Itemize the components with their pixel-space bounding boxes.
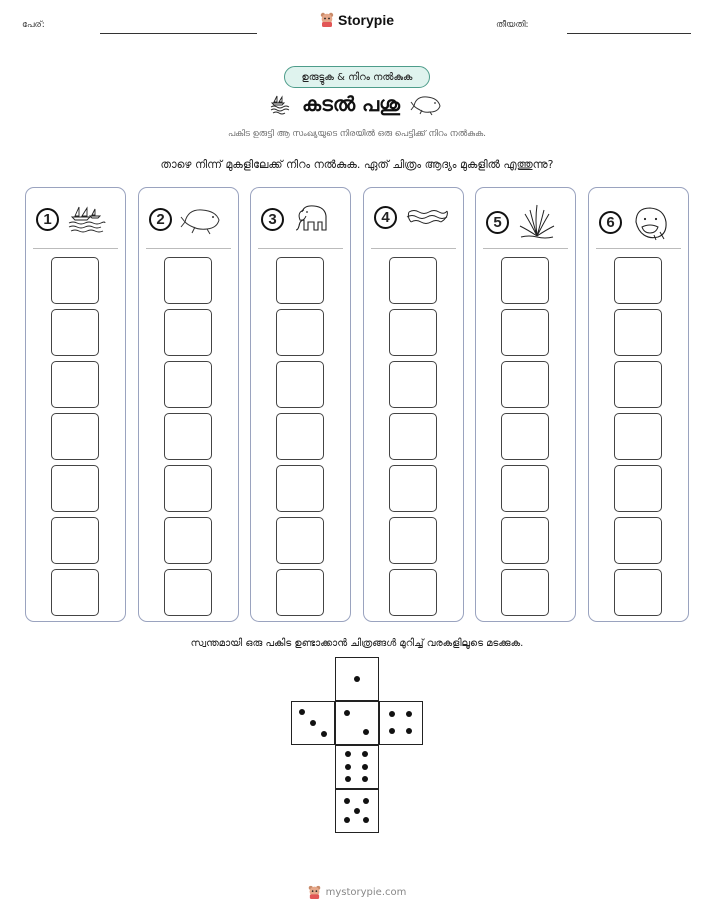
boats-on-water-icon bbox=[67, 202, 107, 236]
column-number: 6 bbox=[599, 211, 622, 234]
die-pip bbox=[354, 676, 360, 682]
die-face-3 bbox=[291, 701, 335, 745]
color-box[interactable] bbox=[389, 413, 437, 460]
color-box[interactable] bbox=[164, 361, 212, 408]
die-pip bbox=[344, 798, 350, 804]
die-pip bbox=[344, 710, 350, 716]
color-box[interactable] bbox=[614, 361, 662, 408]
color-box[interactable] bbox=[389, 309, 437, 356]
water-waves-icon bbox=[405, 202, 449, 232]
color-box[interactable] bbox=[501, 517, 549, 564]
color-box[interactable] bbox=[389, 257, 437, 304]
column-number: 5 bbox=[486, 211, 509, 234]
color-box[interactable] bbox=[389, 569, 437, 616]
die-pip bbox=[299, 709, 305, 715]
die-pip bbox=[310, 720, 316, 726]
elephant-icon bbox=[292, 202, 332, 236]
color-box[interactable] bbox=[164, 309, 212, 356]
brand bbox=[0, 12, 714, 32]
color-box[interactable] bbox=[501, 309, 549, 356]
die-face-6 bbox=[335, 745, 379, 789]
column-5 bbox=[475, 187, 576, 622]
color-box[interactable] bbox=[51, 413, 99, 460]
die-pip bbox=[389, 728, 395, 734]
column-3 bbox=[250, 187, 351, 622]
column-divider bbox=[371, 248, 456, 249]
color-box[interactable] bbox=[276, 413, 324, 460]
column-divider bbox=[33, 248, 118, 249]
column-number: 4 bbox=[374, 206, 397, 229]
color-box[interactable] bbox=[614, 257, 662, 304]
manatee-face-icon bbox=[630, 202, 670, 242]
die-pip bbox=[406, 711, 412, 717]
die-pip bbox=[362, 776, 368, 782]
dice-instruction: സ്വന്തമായി ഒരു പകിട ഉണ്ടാക്കാൻ ചിത്രങ്ങൾ മുറിച്ച് വരകളിലൂടെ മടക്കുക. bbox=[190, 638, 524, 649]
date-label: തീയതി: bbox=[496, 20, 529, 30]
color-box[interactable] bbox=[276, 517, 324, 564]
color-box[interactable] bbox=[164, 413, 212, 460]
column-divider bbox=[483, 248, 568, 249]
die-face-2 bbox=[335, 701, 379, 745]
die-pip bbox=[345, 776, 351, 782]
color-box[interactable] bbox=[164, 569, 212, 616]
storypie-logo-icon bbox=[320, 12, 334, 28]
brand-name: Storypie bbox=[337, 12, 394, 28]
color-box[interactable] bbox=[389, 517, 437, 564]
subtitle: പകിട ഉരുട്ടി ആ സംഖ്യയുടെ നിരയിൽ ഒരു പെട്ടിക്ക് നിറം നൽകുക. bbox=[228, 129, 486, 139]
footer bbox=[0, 885, 714, 900]
color-box[interactable] bbox=[276, 309, 324, 356]
storypie-logo-icon bbox=[308, 885, 321, 900]
column-number: 2 bbox=[149, 208, 172, 231]
column-4 bbox=[363, 187, 464, 622]
color-box[interactable] bbox=[501, 413, 549, 460]
color-box[interactable] bbox=[389, 465, 437, 512]
seagrass-icon bbox=[517, 202, 557, 242]
column-divider bbox=[596, 248, 681, 249]
column-divider bbox=[258, 248, 343, 249]
die-pip bbox=[389, 711, 395, 717]
manatee-icon bbox=[180, 202, 224, 236]
color-box[interactable] bbox=[614, 309, 662, 356]
page-title: കടൽ പശു bbox=[301, 92, 401, 116]
color-box[interactable] bbox=[501, 257, 549, 304]
die-pip bbox=[362, 751, 368, 757]
color-box[interactable] bbox=[51, 361, 99, 408]
color-box[interactable] bbox=[51, 569, 99, 616]
column-1 bbox=[25, 187, 126, 622]
color-box[interactable] bbox=[614, 517, 662, 564]
color-box[interactable] bbox=[614, 413, 662, 460]
color-box[interactable] bbox=[501, 569, 549, 616]
manatee-icon bbox=[410, 92, 444, 116]
date-line[interactable] bbox=[567, 33, 691, 34]
color-box[interactable] bbox=[276, 465, 324, 512]
color-box[interactable] bbox=[164, 257, 212, 304]
color-box[interactable] bbox=[614, 465, 662, 512]
die-pip bbox=[363, 729, 369, 735]
title-row bbox=[0, 92, 714, 116]
activity-type-badge: ഉരുട്ടുക & നിറം നൽകുക bbox=[284, 66, 430, 88]
color-box[interactable] bbox=[51, 257, 99, 304]
die-pip bbox=[344, 817, 350, 823]
color-box[interactable] bbox=[164, 465, 212, 512]
color-box[interactable] bbox=[389, 361, 437, 408]
die-face-4 bbox=[379, 701, 423, 745]
color-box[interactable] bbox=[614, 569, 662, 616]
color-box[interactable] bbox=[501, 361, 549, 408]
die-face-1 bbox=[335, 657, 379, 701]
instruction-text: താഴെ നിന്ന് മുകളിലേക്ക് നിറം നൽകുക. ഏത് ചിത്രം ആദ്യം മുകളിൽ എത്തുന്നു? bbox=[160, 158, 554, 171]
color-box[interactable] bbox=[51, 465, 99, 512]
die-pip bbox=[363, 817, 369, 823]
die-pip bbox=[321, 731, 327, 737]
name-line[interactable] bbox=[100, 33, 257, 34]
color-box[interactable] bbox=[276, 361, 324, 408]
column-6 bbox=[588, 187, 689, 622]
die-face-5 bbox=[335, 789, 379, 833]
column-divider bbox=[146, 248, 231, 249]
die-pip bbox=[354, 808, 360, 814]
column-number: 3 bbox=[261, 208, 284, 231]
die-pip bbox=[406, 728, 412, 734]
boats-on-water-icon bbox=[270, 93, 292, 115]
color-box[interactable] bbox=[164, 517, 212, 564]
color-box[interactable] bbox=[51, 517, 99, 564]
die-pip bbox=[345, 764, 351, 770]
color-box[interactable] bbox=[276, 257, 324, 304]
color-box[interactable] bbox=[51, 309, 99, 356]
color-box[interactable] bbox=[276, 569, 324, 616]
footer-url[interactable]: mystorypie.com bbox=[325, 887, 407, 898]
column-2 bbox=[138, 187, 239, 622]
die-pip bbox=[345, 751, 351, 757]
die-pip bbox=[362, 764, 368, 770]
name-label: പേര്: bbox=[22, 20, 45, 30]
die-pip bbox=[363, 798, 369, 804]
column-number: 1 bbox=[36, 208, 59, 231]
color-box[interactable] bbox=[501, 465, 549, 512]
